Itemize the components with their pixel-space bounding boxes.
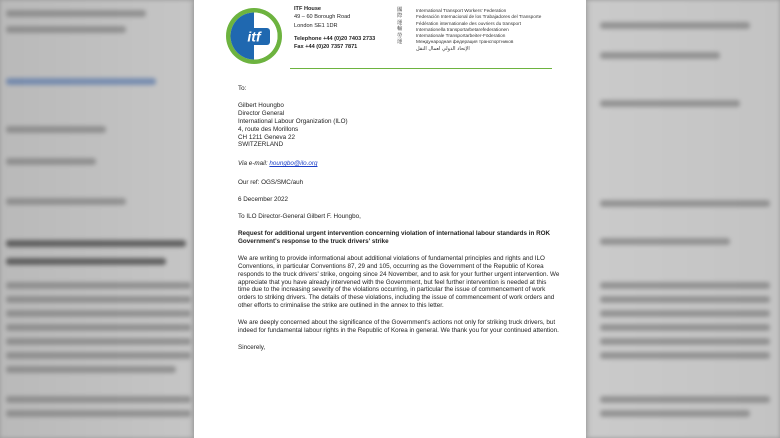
recipient-city: CH 1211 Geneva 22 [238, 133, 295, 141]
recipient-title: Director General [238, 109, 285, 117]
federation-name-fr: Fédération internationale des ouvriers du transport [416, 20, 522, 26]
via-email-line [238, 160, 560, 168]
closing: Sincerely, [238, 343, 266, 351]
logo-text: itf [247, 28, 261, 45]
chinese-org-name: 國際運輸勞運 [397, 7, 403, 46]
federation-name-en: International Transport Workers' Federation [416, 8, 507, 13]
reference: Our ref: OGS/SMC/auh [238, 179, 304, 187]
itf-logo-icon [224, 6, 284, 66]
recipient-street: 4, route des Morillons [238, 125, 299, 133]
letter-date: 6 December 2022 [238, 196, 289, 204]
letter-body [238, 85, 560, 352]
letterhead-divider [290, 68, 552, 69]
letter-page [194, 0, 586, 438]
letterhead-address [294, 5, 375, 51]
address-street: 49 – 60 Borough Road [294, 14, 351, 21]
telephone: Telephone +44 (0)20 7403 2733 [294, 35, 376, 42]
via-email-label: Via e-mail: [238, 160, 270, 168]
fax: Fax +44 (0)20 7357 7871 [294, 44, 358, 51]
to-label: To: [238, 85, 247, 92]
federation-names [416, 8, 541, 52]
federation-name-de: Internationale Transportarbeiter-Föderation [416, 33, 506, 39]
recipient-country: SWITZERLAND [238, 141, 284, 149]
federation-name-sv: Internationella transportarbetarefederationen [416, 26, 509, 32]
paragraph-1: We are writing to provide informational about additional violations of fundamental principles and rights and ILO Conventions, in particular Conventions 87, 29 and 105, occurring as the Government of the Republic of Korea responds to the truck drivers' strike, ongoing since 24 November, and to ask for your further urgent intervention. We appreciate that you have already intervened with the Government, but feel further intervention is needed at this time due to the increasing severity of the violations occurring, in particular the issue of commencement of work orders to striking drivers. The details of these violations, including the issue of commencement of work orders and other efforts to criminalise the strike are outlined in the annex to this letter. [238, 254, 560, 310]
federation-name-ru: Международная федерация транспортников [416, 39, 514, 45]
recipient-name: Gilbert Houngbo [238, 101, 284, 109]
email-link[interactable]: houngbo@ilo.org [269, 160, 318, 168]
recipient-org: International Labour Organization (ILO) [238, 117, 348, 125]
salutation: To ILO Director-General Gilbert F. Houngbo, [238, 213, 361, 221]
subject-line: Request for additional urgent intervention concerning violation of international labour standards in ROK Government's response to the truck drivers' strike [238, 229, 551, 245]
paragraph-2: We are deeply concerned about the significance of the Government's actions not only for striking truck drivers, but indeed for fundamental labour rights in the Republic of Korea in general. We thank you for your continued attention. [238, 319, 559, 335]
federation-name-es: Federación Internacional de los Trabajadores del Transporte [416, 14, 542, 20]
address-city: London SE1 1DR [294, 22, 338, 29]
org-name: ITF House [294, 6, 322, 12]
federation-name-ar: الإتحاد الدولي لعمال النقل [416, 45, 470, 52]
